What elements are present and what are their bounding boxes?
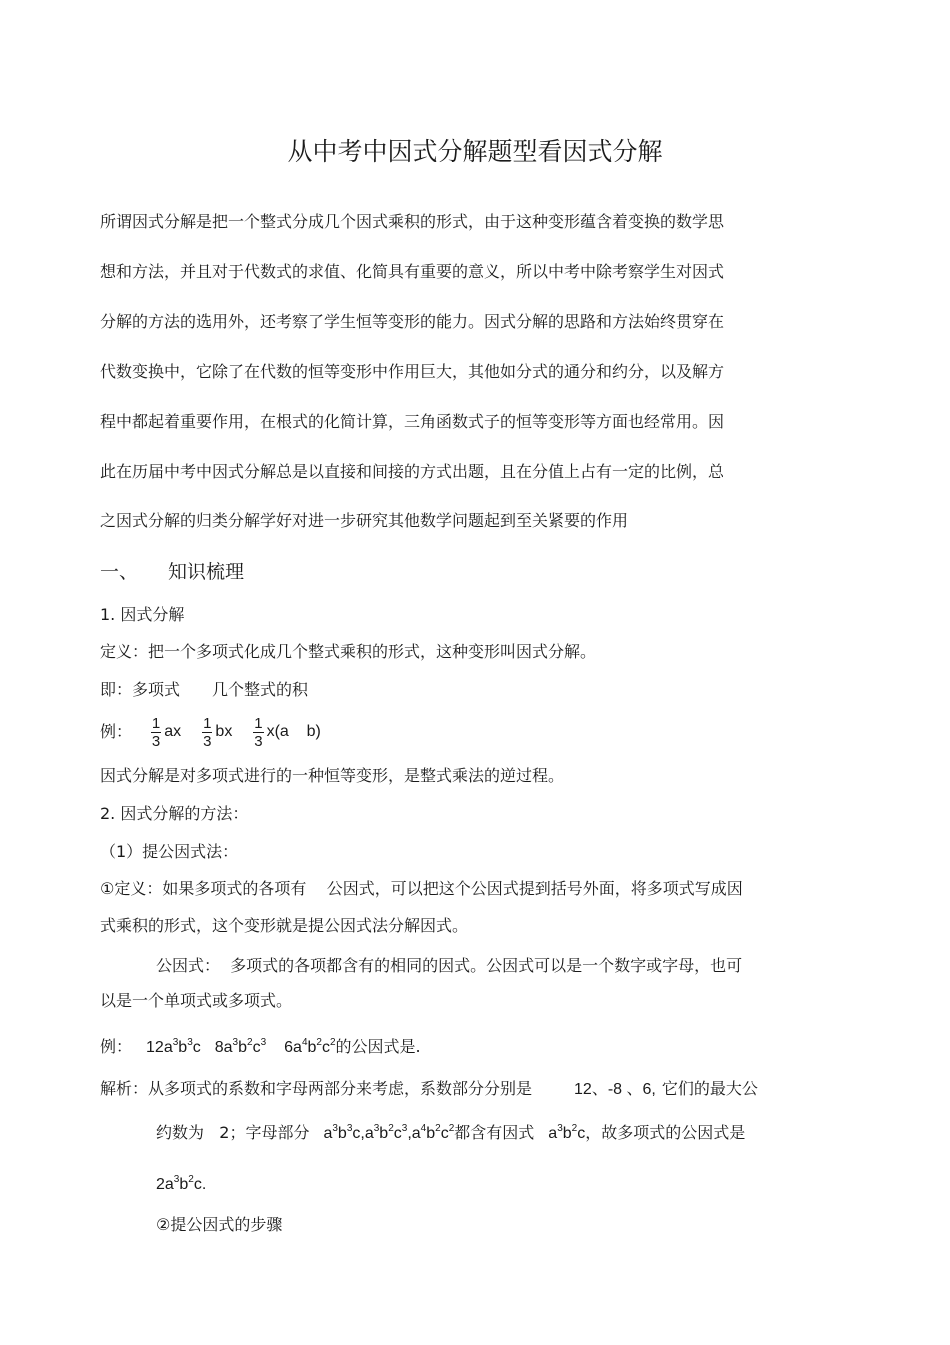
namely-line [100,680,308,700]
fraction-variable: x(a b) [266,723,321,740]
intro-line: 程中都起着重要作用，在根式的化简计算，三角函数式子的恒等变形等方面也经常用。因 [100,412,725,431]
section-heading [100,560,244,584]
example-label: 例： [100,1037,133,1056]
example-label: 例： [100,722,133,741]
fraction-denominator: 3 [203,732,212,750]
fraction-one-third [253,715,263,750]
intro-line: 之因式分解的归类分解学好对进一步研究其他数学问题起到至关紧要的作用 [100,511,629,530]
analysis-line [156,1123,745,1144]
intro-line: 所谓因式分解是把一个整式分成几个因式乘积的形式，由于这种变形蕴含着变换的数学思 [100,212,725,231]
analysis-text: ，故多项式的公因式是 [585,1123,746,1142]
fraction-denominator: 3 [254,732,263,750]
definition-text: 定义：把一个多项式化成几个整式乘积的形式，这种变形叫因式分解。 [100,642,597,661]
step-heading: ②提公因式的步骤 [156,1215,283,1234]
item-heading: 2. 因式分解的方法： [100,804,249,823]
coefficients: 12、-8 、6, [574,1081,656,1098]
method-heading: （1）提公因式法： [100,842,239,861]
intro-line: 想和方法，并且对于代数式的求值、化简具有重要的意义，所以中考中除考察学生对因式 [100,262,725,281]
fraction-one-third [151,715,161,750]
intro-line: 此在历届中考中因式分解总是以直接和间接的方式出题，且在分值上占有一定的比例，总 [100,462,725,481]
inverse-note: 因式分解是对多项式进行的一种恒等变形，是整式乘法的逆过程。 [100,766,565,785]
namely-label: 即：多项式 [100,680,181,699]
common-factor-line: 公因式： 多项式的各项都含有的相同的因式。公因式可以是一个数字或字母，也可 [156,956,743,975]
page-title: 从中考中因式分解题型看因式分解 [287,137,663,166]
fraction-variable: ax [164,723,182,740]
polynomial-expression: $12a^3b^3c$ $8a^3b^2c^3$ $6a^4b^2c^2$ [146,1037,336,1056]
section-title: 知识梳理 [168,561,245,583]
common-factor-line: 以是一个单项式或多项式。 [100,991,293,1010]
fraction-numerator: 1 [203,714,212,732]
analysis-text: 约数为 2；字母部分 [156,1123,310,1142]
item-heading: 1. 因式分解 [100,605,185,624]
analysis-line [100,1079,758,1100]
definition2-line: ①定义：如果多项式的各项有 公因式，可以把这个公因式提到括号外面，将多项式写成因 [100,879,743,898]
common-letter-factor: $a^3b^2c$ [548,1123,586,1142]
letter-parts: $a^3b^3c,a^3b^2c^3,a^4b^2c^2$ [323,1123,455,1142]
namely-rhs: 几个整式的积 [212,680,309,699]
fraction-numerator: 1 [151,714,161,732]
section-number: 一、 [100,561,139,583]
analysis-label: 解析： [100,1079,149,1098]
analysis-text: 都含有因式 [454,1123,535,1142]
fraction-denominator: 3 [151,732,161,750]
example2-suffix: 的公因式是. [335,1037,421,1056]
analysis-text: 它们的最大公 [661,1079,758,1098]
intro-line: 代数变换中，它除了在代数的恒等变形中作用巨大，其他如分式的通分和约分，以及解方 [100,362,725,381]
analysis-text: 从多项式的系数和字母两部分来考虑，系数部分分别是 [148,1079,533,1098]
example-fractions [100,714,321,754]
fraction-one-third [202,715,212,750]
definition2-line: 式乘积的形式，这个变形就是提公因式法分解因式。 [100,916,469,935]
example2-line [100,1037,421,1058]
fraction-numerator: 1 [254,714,263,732]
intro-line: 分解的方法的选用外，还考察了学生恒等变形的能力。因式分解的思路和方法始终贯穿在 [100,312,725,331]
analysis-end: . [201,1176,207,1193]
analysis-answer: $2a^3b^2c$. [156,1174,207,1193]
fraction-variable: bx [215,723,233,740]
